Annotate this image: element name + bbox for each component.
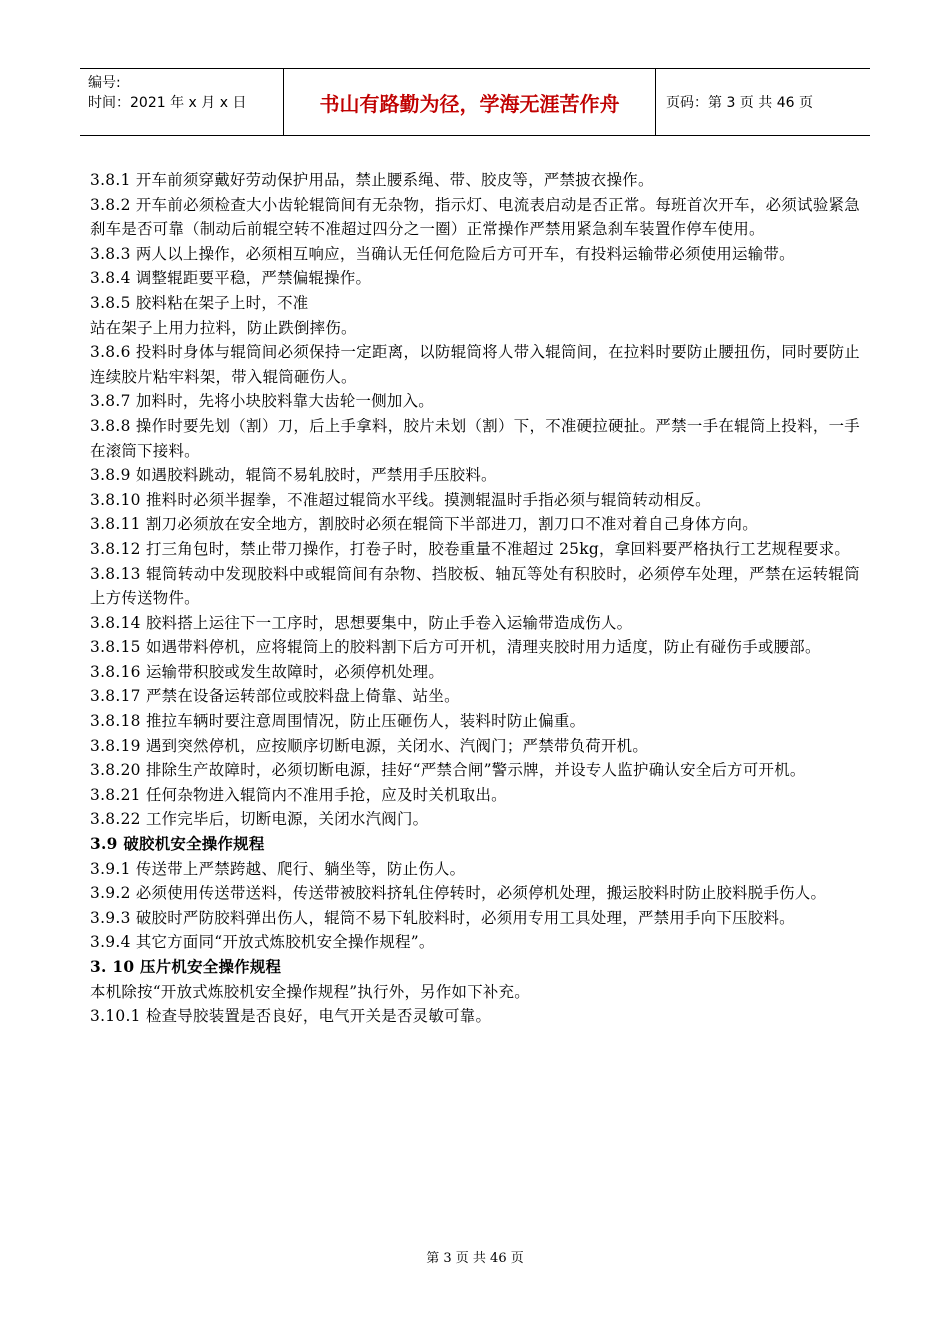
paragraph: 3.8.17 严禁在设备运转部位或胶料盘上倚靠、站坐。: [90, 687, 460, 706]
header-motto: 书山有路勤为径，学海无涯苦作舟: [284, 69, 656, 135]
paragraph: 3.8.5 胶料粘在架子上时，不准: [90, 293, 309, 312]
document-number-label: 编号:: [88, 75, 121, 91]
page-footer: 第 3 页 共 46 页: [426, 1251, 524, 1266]
paragraph: 3.9.3 破胶时严防胶料弹出伤人，辊筒不易下轧胶料时，必须用专用工具处理，严禁用手向下压胶料。: [90, 908, 795, 927]
paragraph: 3.8.9 如遇胶料跳动，辊筒不易轧胶时，严禁用手压胶料。: [90, 466, 497, 485]
paragraph: 3.8.7 加料时，先将小块胶料靠大齿轮一侧加入。: [90, 392, 434, 411]
paragraph: 3.8.18 推拉车辆时要注意周围情况，防止压砸伤人，装料时防止偏重。: [90, 712, 586, 731]
paragraph: 3.10.1 检查导胶装置是否良好，电气开关是否灵敏可靠。: [90, 1007, 492, 1026]
header-page-number: 页码：第 3 页 共 46 页: [666, 95, 813, 111]
paragraph: 3.8.16 运输带积胶或发生故障时，必须停机处理。: [90, 662, 445, 681]
paragraph: 3.8.22 工作完毕后，切断电源，关闭水汽阀门。: [90, 810, 429, 829]
section-heading: 3.9 破胶机安全操作规程: [90, 835, 265, 854]
paragraph: 3.8.6 投料时身体与辊筒间必须保持一定距离，以防辊筒将人带入辊筒间，在拉料时要防止腰扭伤，同时要防止连续胶片粘牢料架，带入辊筒砸伤人。: [90, 343, 860, 386]
paragraph: 3.9.4 其它方面同“开放式炼胶机安全操作规程”。: [90, 933, 435, 952]
paragraph: 3.8.10 推料时必须半握拳，不准超过辊筒水平线。摸测辊温时手指必须与辊筒转动相反。: [90, 490, 711, 509]
paragraph: 3.8.8 操作时要先划（割）刀，后上手拿料，胶片未划（割）下，不准硬拉硬扯。严禁一手在辊筒上投料，一手在滚筒下接料。: [90, 416, 860, 460]
document-body: [90, 168, 860, 1029]
header-left-cell: [80, 69, 284, 135]
paragraph: 3.8.20 排除生产故障时，必须切断电源，挂好“严禁合闸”警示牌，并设专人监护确认安全后方可开机。: [90, 761, 806, 780]
paragraph: 3.8.12 打三角包时，禁止带刀操作，打卷子时，胶卷重量不准超过 25kg，拿回料要严格执行工艺规程要求。: [90, 539, 851, 558]
paragraph: 3.8.19 遇到突然停机，应按顺序切断电源，关闭水、汽阀门；严禁带负荷开机。: [90, 736, 649, 755]
paragraph: 3.9.2 必须使用传送带送料，传送带被胶料挤轧住停转时，必须停机处理，搬运胶料时防止胶料脱手伤人。: [90, 884, 827, 903]
paragraph: 3.8.4 调整辊距要平稳，严禁偏辊操作。: [90, 269, 372, 288]
paragraph: 3.8.21 任何杂物进入辊筒内不准用手抢，应及时关机取出。: [90, 785, 507, 804]
paragraph: 3.8.2 开车前必须检查大小齿轮辊筒间有无杂物，指示灯、电流表启动是否正常。每班首次开车，必须试验紧急刹车是否可靠（制动后前辊空转不准超过四分之一圈）正常操作严禁用紧急刹车装置作停车使用。: [90, 195, 860, 239]
paragraph: 3.8.14 胶料搭上运往下一工序时，思想要集中，防止手卷入运输带造成伤人。: [90, 613, 633, 632]
page-header: [80, 68, 870, 136]
paragraph: 3.8.13 辊筒转动中发现胶料中或辊筒间有杂物、挡胶板、轴瓦等处有积胶时，必须停车处理，严禁在运转辊筒上方传送物件。: [90, 564, 860, 608]
section-heading: 3. 10 压片机安全操作规程: [90, 958, 282, 976]
paragraph: 3.8.15 如遇带料停机，应将辊筒上的胶料割下后方可开机，清理夹胶时用力适度，防止有碰伤手或腰部。: [90, 638, 821, 657]
paragraph: 本机除按“开放式炼胶机安全操作规程”执行外，另作如下补充。: [90, 982, 530, 1001]
document-date: 时间：2021 年 x 月 x 日: [88, 95, 247, 111]
paragraph: 3.9.1 传送带上严禁跨越、爬行、躺坐等，防止伤人。: [90, 859, 466, 878]
paragraph: 3.8.1 开车前须穿戴好劳动保护用品，禁止腰系绳、带、胶皮等，严禁披衣操作。: [90, 171, 654, 189]
paragraph: 3.8.3 两人以上操作，必须相互响应，当确认无任何危险后方可开车，有投料运输带必须使用运输带。: [90, 244, 795, 263]
paragraph: 站在架子上用力拉料，防止跌倒摔伤。: [90, 318, 357, 337]
paragraph: 3.8.11 割刀必须放在安全地方，割胶时必须在辊筒下半部进刀，割刀口不准对着自己身体方向。: [90, 515, 758, 534]
